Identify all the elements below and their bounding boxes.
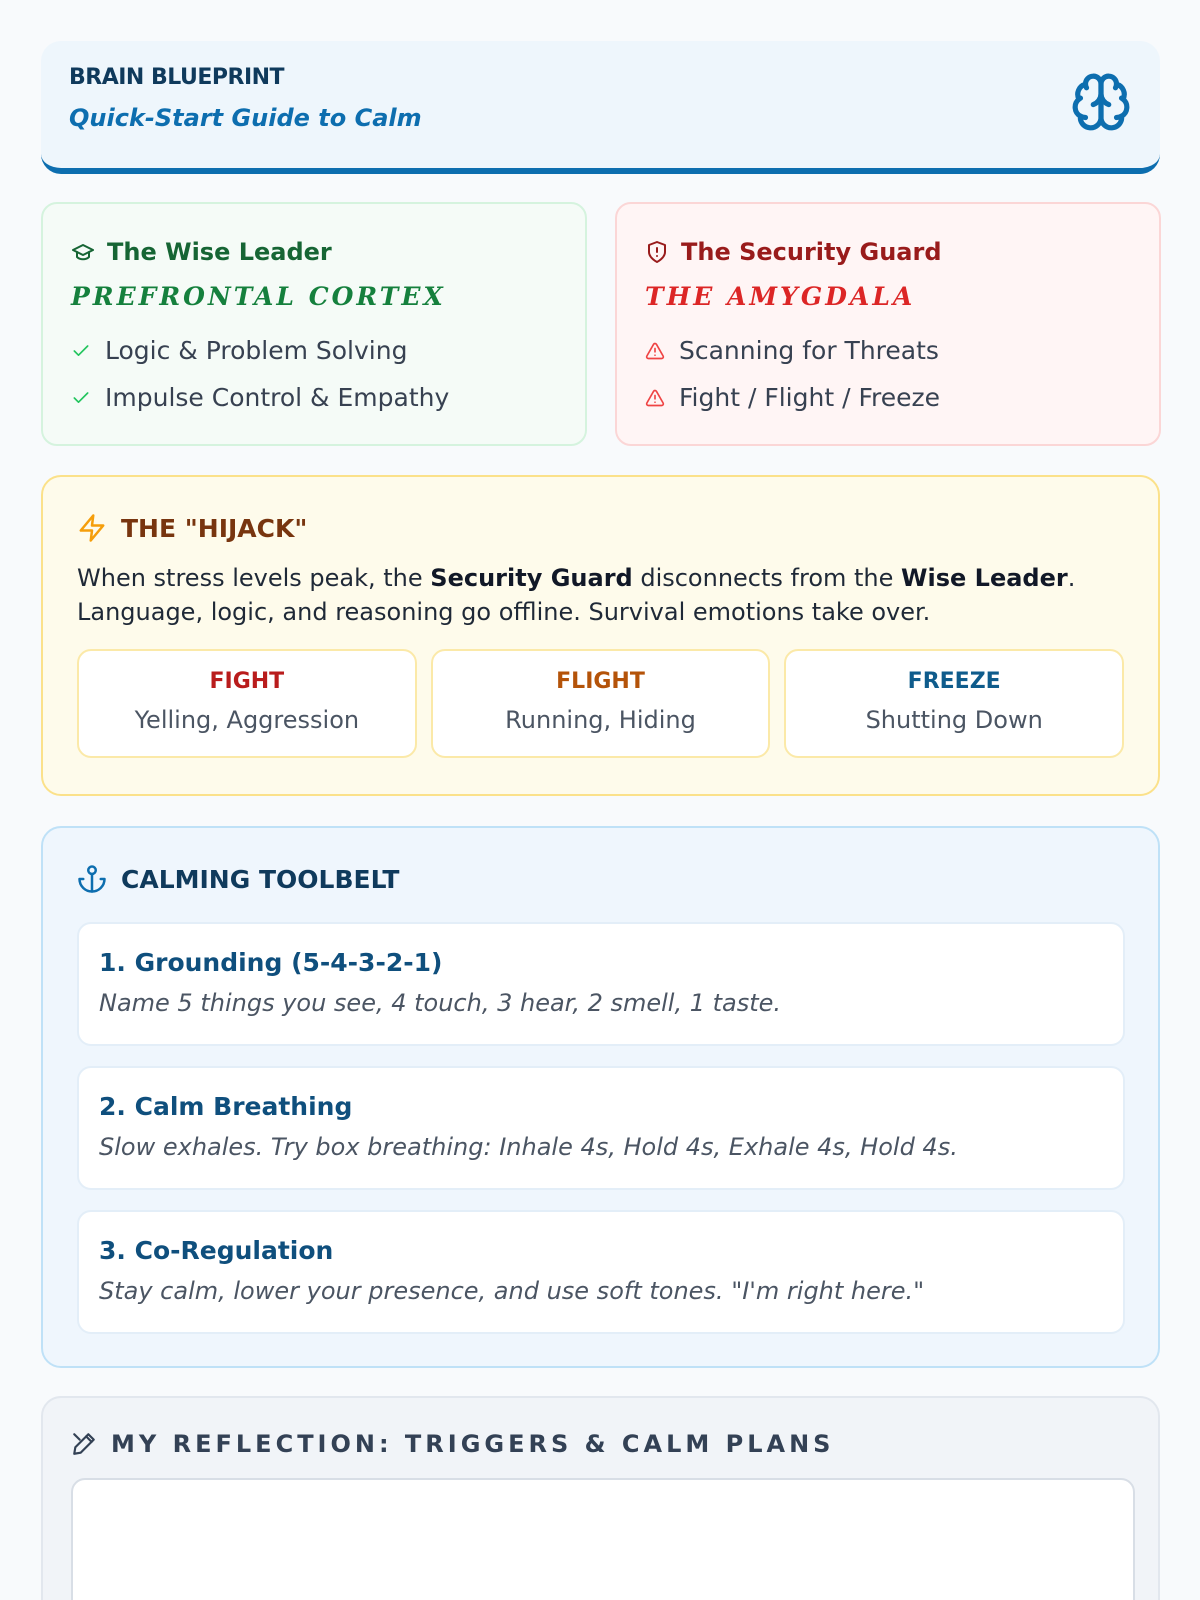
wise-leader-subtitle: PREFRONTAL CORTEX bbox=[71, 282, 446, 311]
hijack-description bbox=[77, 561, 1124, 629]
wise-leader-title: The Wise Leader bbox=[107, 238, 332, 266]
tool-desc: Slow exhales. Try box breathing: Inhale 4s, Hold 4s, Exhale 4s, Hold 4s. bbox=[99, 1133, 958, 1161]
hijack-desc-bold: Wise Leader bbox=[901, 564, 1068, 592]
security-guard-list bbox=[645, 327, 1131, 421]
response-name: FREEZE bbox=[907, 669, 1001, 694]
list-item-label: Logic & Problem Solving bbox=[105, 336, 408, 365]
security-guard-card bbox=[615, 202, 1161, 446]
hijack-desc-text: When stress levels peak, the bbox=[77, 564, 431, 592]
response-name: FIGHT bbox=[209, 669, 285, 694]
check-icon bbox=[71, 388, 91, 408]
hijack-desc-text: disconnects from the bbox=[632, 564, 902, 592]
warning-triangle-icon bbox=[645, 388, 665, 408]
tool-list bbox=[77, 922, 1124, 1334]
reflection-heading bbox=[71, 1430, 1130, 1458]
header-banner bbox=[41, 41, 1160, 174]
hijack-desc-text: . Language, logic, and reasoning go offline. Survival emotions take over. bbox=[77, 564, 1076, 626]
toolbelt-heading bbox=[77, 864, 1124, 894]
response-desc: Shutting Down bbox=[865, 706, 1043, 734]
tool-card bbox=[77, 1066, 1125, 1190]
wise-leader-card bbox=[41, 202, 587, 446]
response-desc: Yelling, Aggression bbox=[134, 706, 360, 734]
security-guard-heading bbox=[645, 238, 1131, 266]
warning-triangle-icon bbox=[645, 341, 665, 361]
reflection-textarea[interactable] bbox=[71, 1478, 1135, 1600]
page-subtitle: Quick-Start Guide to Calm bbox=[69, 104, 422, 132]
hijack-desc-bold: Security Guard bbox=[430, 564, 633, 592]
hijack-heading bbox=[77, 513, 1124, 543]
list-item bbox=[71, 374, 557, 421]
toolbelt-title: CALMING TOOLBELT bbox=[121, 864, 400, 894]
anchor-icon bbox=[77, 864, 107, 894]
list-item bbox=[71, 327, 557, 374]
tool-card bbox=[77, 1210, 1125, 1334]
lightning-icon bbox=[77, 513, 107, 543]
security-guard-title: The Security Guard bbox=[681, 238, 942, 266]
tool-desc: Stay calm, lower your presence, and use soft tones. "I'm right here." bbox=[99, 1277, 925, 1305]
reflection-section bbox=[41, 1396, 1160, 1600]
list-item bbox=[645, 374, 1131, 421]
tool-card bbox=[77, 922, 1125, 1046]
check-icon bbox=[71, 341, 91, 361]
response-flight bbox=[431, 649, 771, 758]
shield-alert-icon bbox=[645, 240, 669, 264]
tool-title: 2. Calm Breathing bbox=[99, 1092, 353, 1121]
graduation-cap-icon bbox=[71, 240, 95, 264]
wise-leader-list bbox=[71, 327, 557, 421]
calming-toolbelt bbox=[41, 826, 1160, 1368]
list-item-label: Scanning for Threats bbox=[679, 336, 939, 365]
tool-title: 3. Co-Regulation bbox=[99, 1236, 334, 1265]
tool-desc: Name 5 things you see, 4 touch, 3 hear, 2 smell, 1 taste. bbox=[99, 989, 782, 1017]
list-item-label: Fight / Flight / Freeze bbox=[679, 383, 940, 412]
brain-icon bbox=[1070, 71, 1132, 133]
stress-responses bbox=[77, 649, 1124, 758]
response-desc: Running, Hiding bbox=[505, 706, 696, 734]
security-guard-subtitle: THE AMYGDALA bbox=[645, 282, 916, 311]
response-freeze bbox=[784, 649, 1124, 758]
page-title: BRAIN BLUEPRINT bbox=[69, 65, 285, 90]
tool-title: 1. Grounding (5-4-3-2-1) bbox=[99, 948, 443, 977]
list-item-label: Impulse Control & Empathy bbox=[105, 383, 450, 412]
hijack-section bbox=[41, 475, 1160, 796]
response-name: FLIGHT bbox=[556, 669, 645, 694]
reflection-title: MY REFLECTION: TRIGGERS & CALM PLANS bbox=[111, 1430, 835, 1458]
hijack-title: THE "HIJACK" bbox=[121, 513, 308, 543]
response-fight bbox=[77, 649, 417, 758]
list-item bbox=[645, 327, 1131, 374]
pencil-icon bbox=[71, 1431, 97, 1457]
wise-leader-heading bbox=[71, 238, 557, 266]
